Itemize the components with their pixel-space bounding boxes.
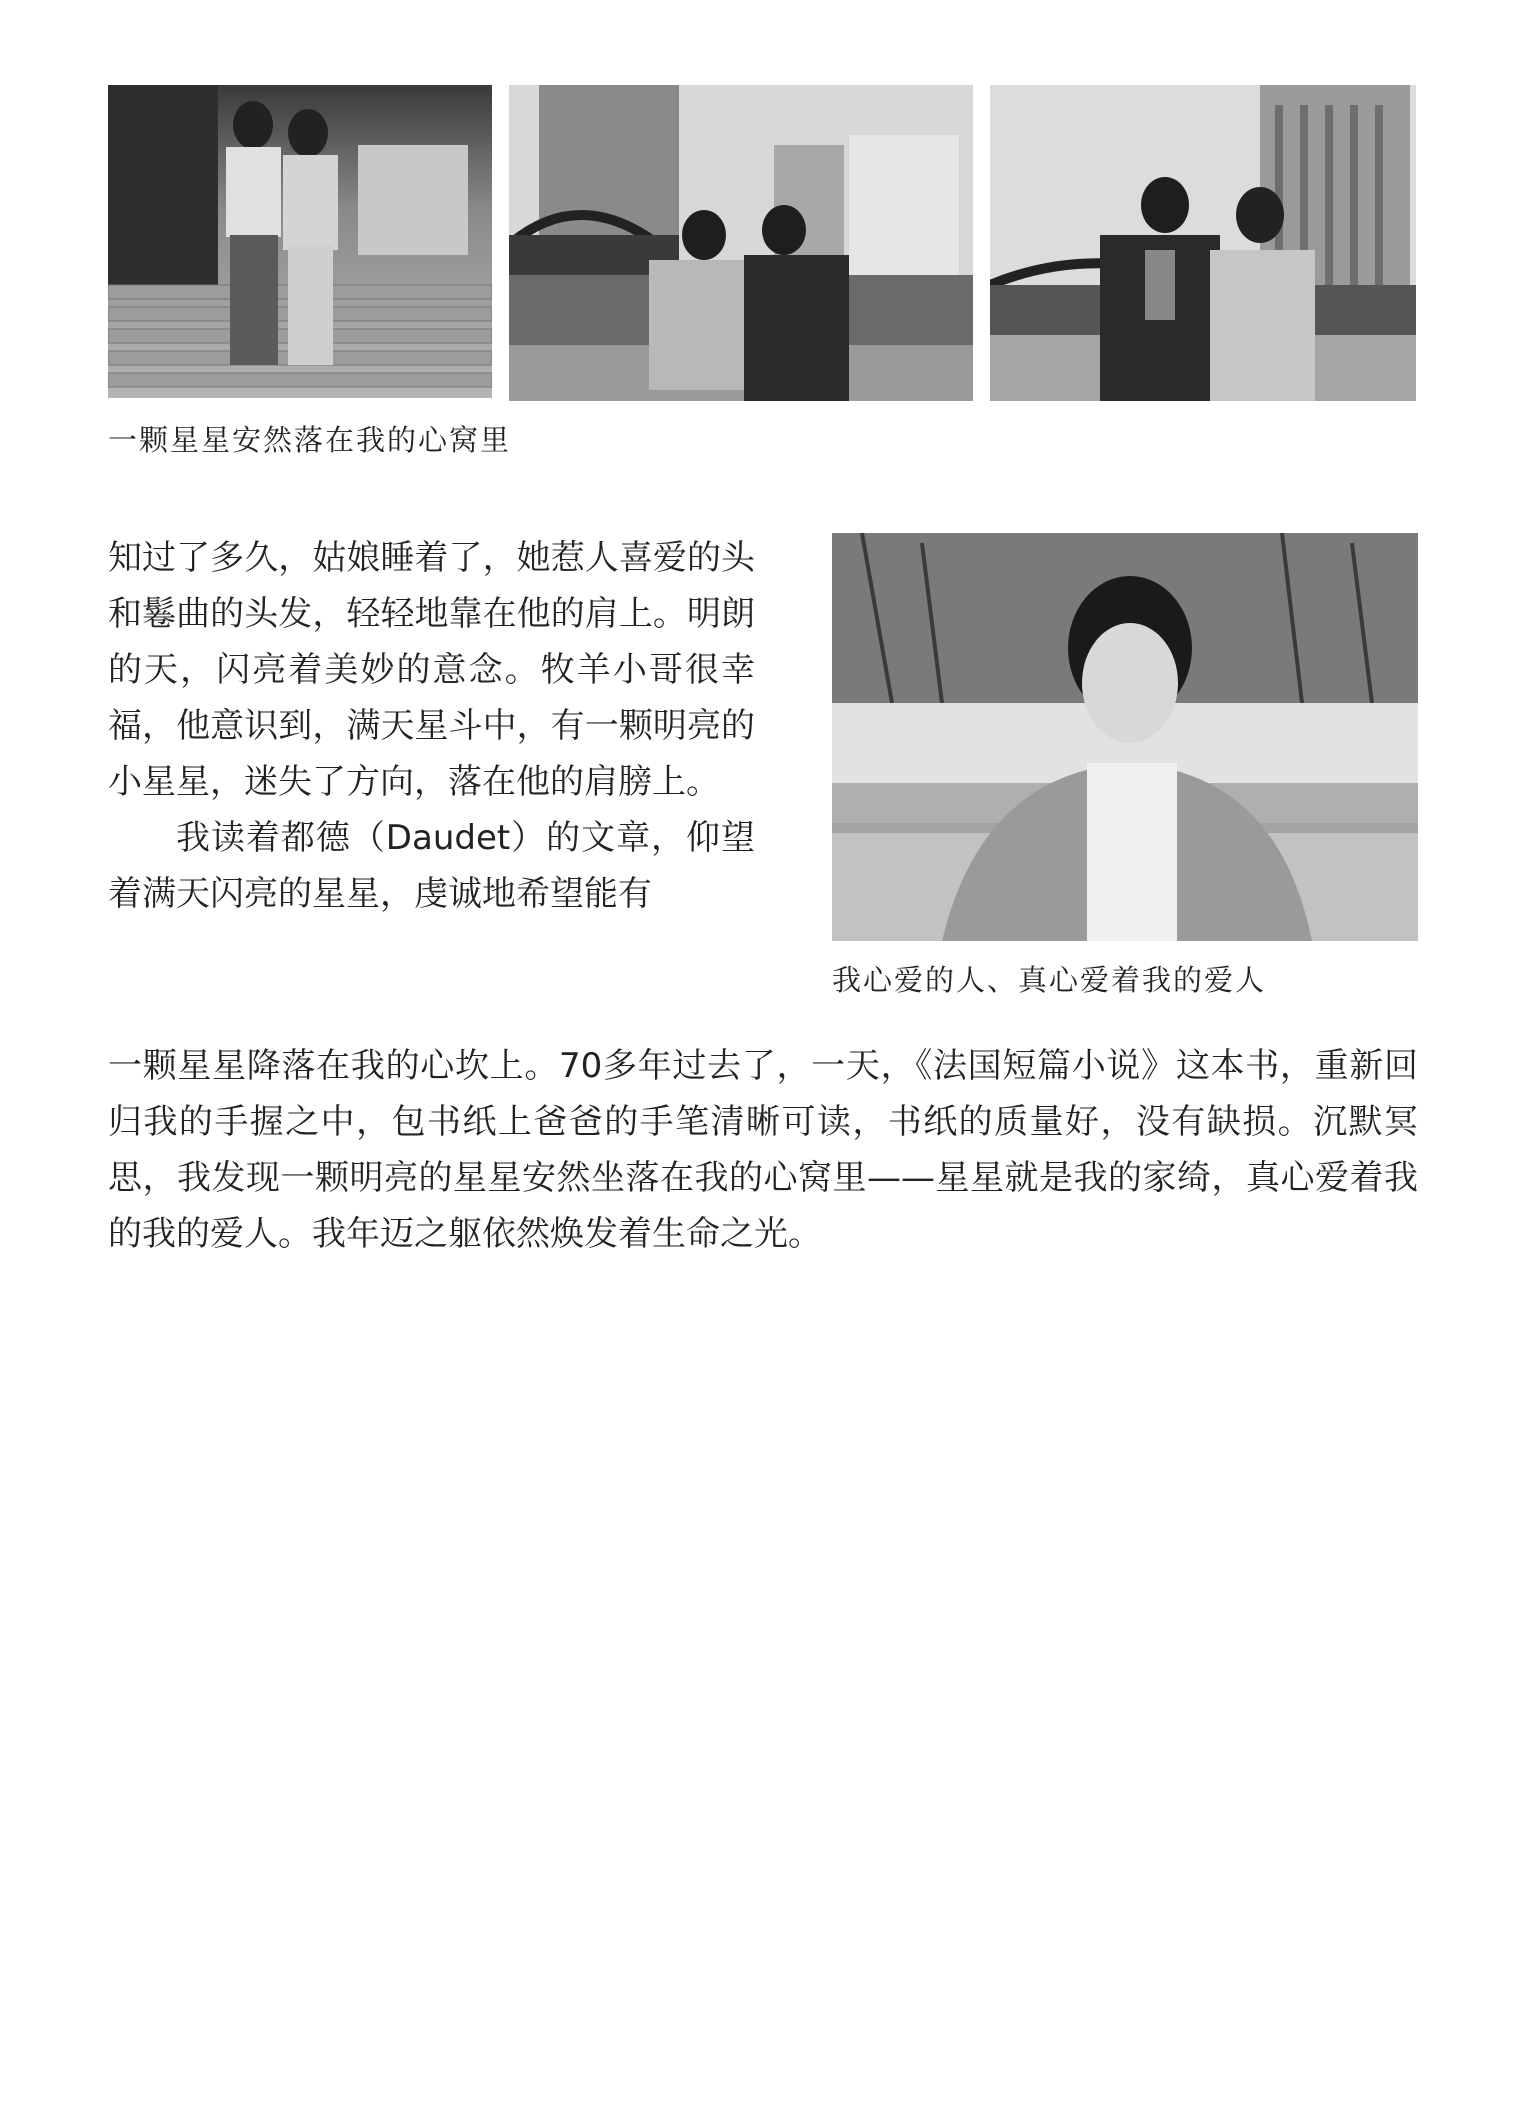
woman-portrait-photo: [832, 533, 1418, 941]
portrait-caption: 我心爱的人、真心爱着我的爱人: [832, 963, 1267, 997]
paragraph-2-start: 我读着都德（Daudet）的文章，仰望着满天闪亮的星星，虔诚地希望能有: [108, 818, 755, 914]
couple-by-bridge-photo: [509, 85, 973, 401]
top-photos-caption: 一颗星星安然落在我的心窝里: [108, 423, 512, 457]
couple-by-bridge-closeup-photo: [990, 85, 1416, 401]
paragraph-1: 知过了多久，姑娘睡着了，她惹人喜爱的头和鬈曲的头发，轻轻地靠在他的肩上。明朗的天，闪亮着美妙的意念。牧羊小哥很幸福，他意识到，满天星斗中，有一颗明亮的小星星，迷失了方向，落在他的肩膀上。: [108, 538, 755, 802]
narrow-text-column: [108, 530, 755, 922]
paragraph-2-continued: 一颗星星降落在我的心坎上。70多年过去了，一天，《法国短篇小说》这本书，重新回归我的手握之中，包书纸上爸爸的手笔清晰可读，书纸的质量好，没有缺损。沉默冥思，我发现一颗明亮的星星安然坐落在我的心窝里——星星就是我的家绮，真心爱着我的我的爱人。我年迈之躯依然焕发着生命之光。: [108, 1046, 1418, 1254]
couple-on-steps-photo: [108, 85, 492, 398]
wide-text-block: [108, 1038, 1418, 1262]
